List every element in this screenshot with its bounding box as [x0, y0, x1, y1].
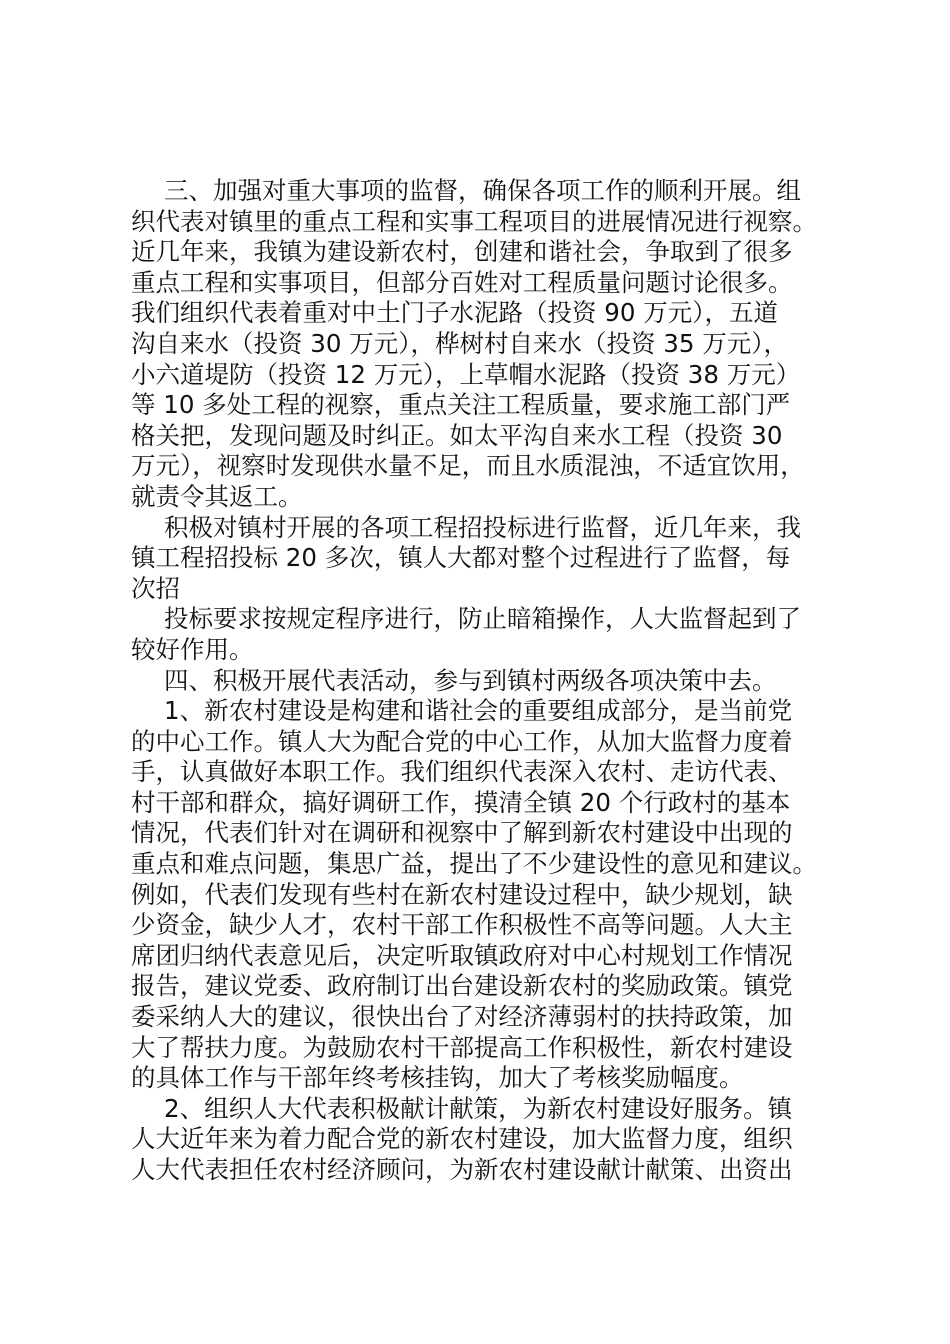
text-line: 次招	[131, 573, 180, 603]
text-line: 人大代表担任农村经济顾问，为新农村建设献计献策、出资出	[131, 1155, 793, 1184]
text-line: 大了帮扶力度。为鼓励农村干部提高工作积极性，新农村建设	[131, 1032, 793, 1062]
text-line: 席团归纳代表意见后，决定听取镇政府对中心村规划工作情况	[131, 940, 793, 970]
text-line: 少资金，缺少人才，农村干部工作积极性不高等问题。人大主	[131, 910, 793, 940]
text-line: 万元），视察时发现供水量不足，而且水质混浊，不适宜饮用，	[131, 451, 805, 481]
text-line: 三、加强对重大事项的监督，确保各项工作的顺利开展。组	[164, 176, 801, 205]
text-line: 较好作用。	[131, 634, 254, 664]
text-line: 的中心工作。镇人大为配合党的中心工作，从加大监督力度着	[131, 726, 793, 756]
text-line: 沟自来水（投资 30 万元），桦树村自来水（投资 35 万元），	[131, 328, 788, 358]
text-line: 小六道堤防（投资 12 万元），上草帽水泥路（投资 38 万元）	[131, 359, 801, 389]
text-line: 等 10 多处工程的视察，重点关注工程质量，要求施工部门严	[131, 390, 791, 420]
text-line: 2、组织人大代表积极献计献策，为新农村建设好服务。镇	[164, 1093, 793, 1123]
text-line: 积极对镇村开展的各项工程招投标进行监督，近几年来，我	[164, 512, 801, 542]
text-line: 织代表对镇里的重点工程和实事工程项目的进展情况进行视察。	[131, 206, 817, 236]
text-line: 例如，代表们发现有些村在新农村建设过程中，缺少规划，缺	[131, 879, 793, 909]
text-line: 情况，代表们针对在调研和视察中了解到新农村建设中出现的	[131, 818, 793, 848]
text-line: 重点和难点问题，集思广益，提出了不少建设性的意见和建议。	[131, 849, 817, 879]
text-line: 投标要求按规定程序进行，防止暗箱操作，人大监督起到了	[164, 604, 801, 634]
document-body	[131, 176, 843, 1186]
text-line: 近几年来，我镇为建设新农村，创建和谐社会，争取到了很多	[131, 237, 793, 267]
text-line: 人大近年来为着力配合党的新农村建设，加大监督力度，组织	[131, 1124, 793, 1154]
text-line: 报告，建议党委、政府制订出台建设新农村的奖励政策。镇党	[131, 971, 793, 1001]
text-line: 就责令其返工。	[131, 481, 303, 511]
text-line: 镇工程招投标 20 多次，镇人大都对整个过程进行了监督，每	[131, 543, 791, 573]
text-line: 重点工程和实事项目，但部分百姓对工程质量问题讨论很多。	[131, 267, 793, 297]
text-line: 格关把，发现问题及时纠正。如太平沟自来水工程（投资 30	[131, 420, 783, 450]
text-line: 我们组织代表着重对中土门子水泥路（投资 90 万元），五道	[131, 298, 778, 328]
text-line: 的具体工作与干部年终考核挂钩，加大了考核奖励幅度。	[131, 1063, 744, 1093]
text-line: 委采纳人大的建议，很快出台了对经济薄弱村的扶持政策，加	[131, 1002, 793, 1032]
text-line: 四、积极开展代表活动，参与到镇村两级各项决策中去。	[164, 665, 777, 695]
text-line: 手，认真做好本职工作。我们组织代表深入农村、走访代表、	[131, 757, 793, 787]
text-line: 村干部和群众，搞好调研工作，摸清全镇 20 个行政村的基本	[131, 787, 791, 817]
text-line: 1、新农村建设是构建和谐社会的重要组成部分，是当前党	[164, 696, 793, 726]
